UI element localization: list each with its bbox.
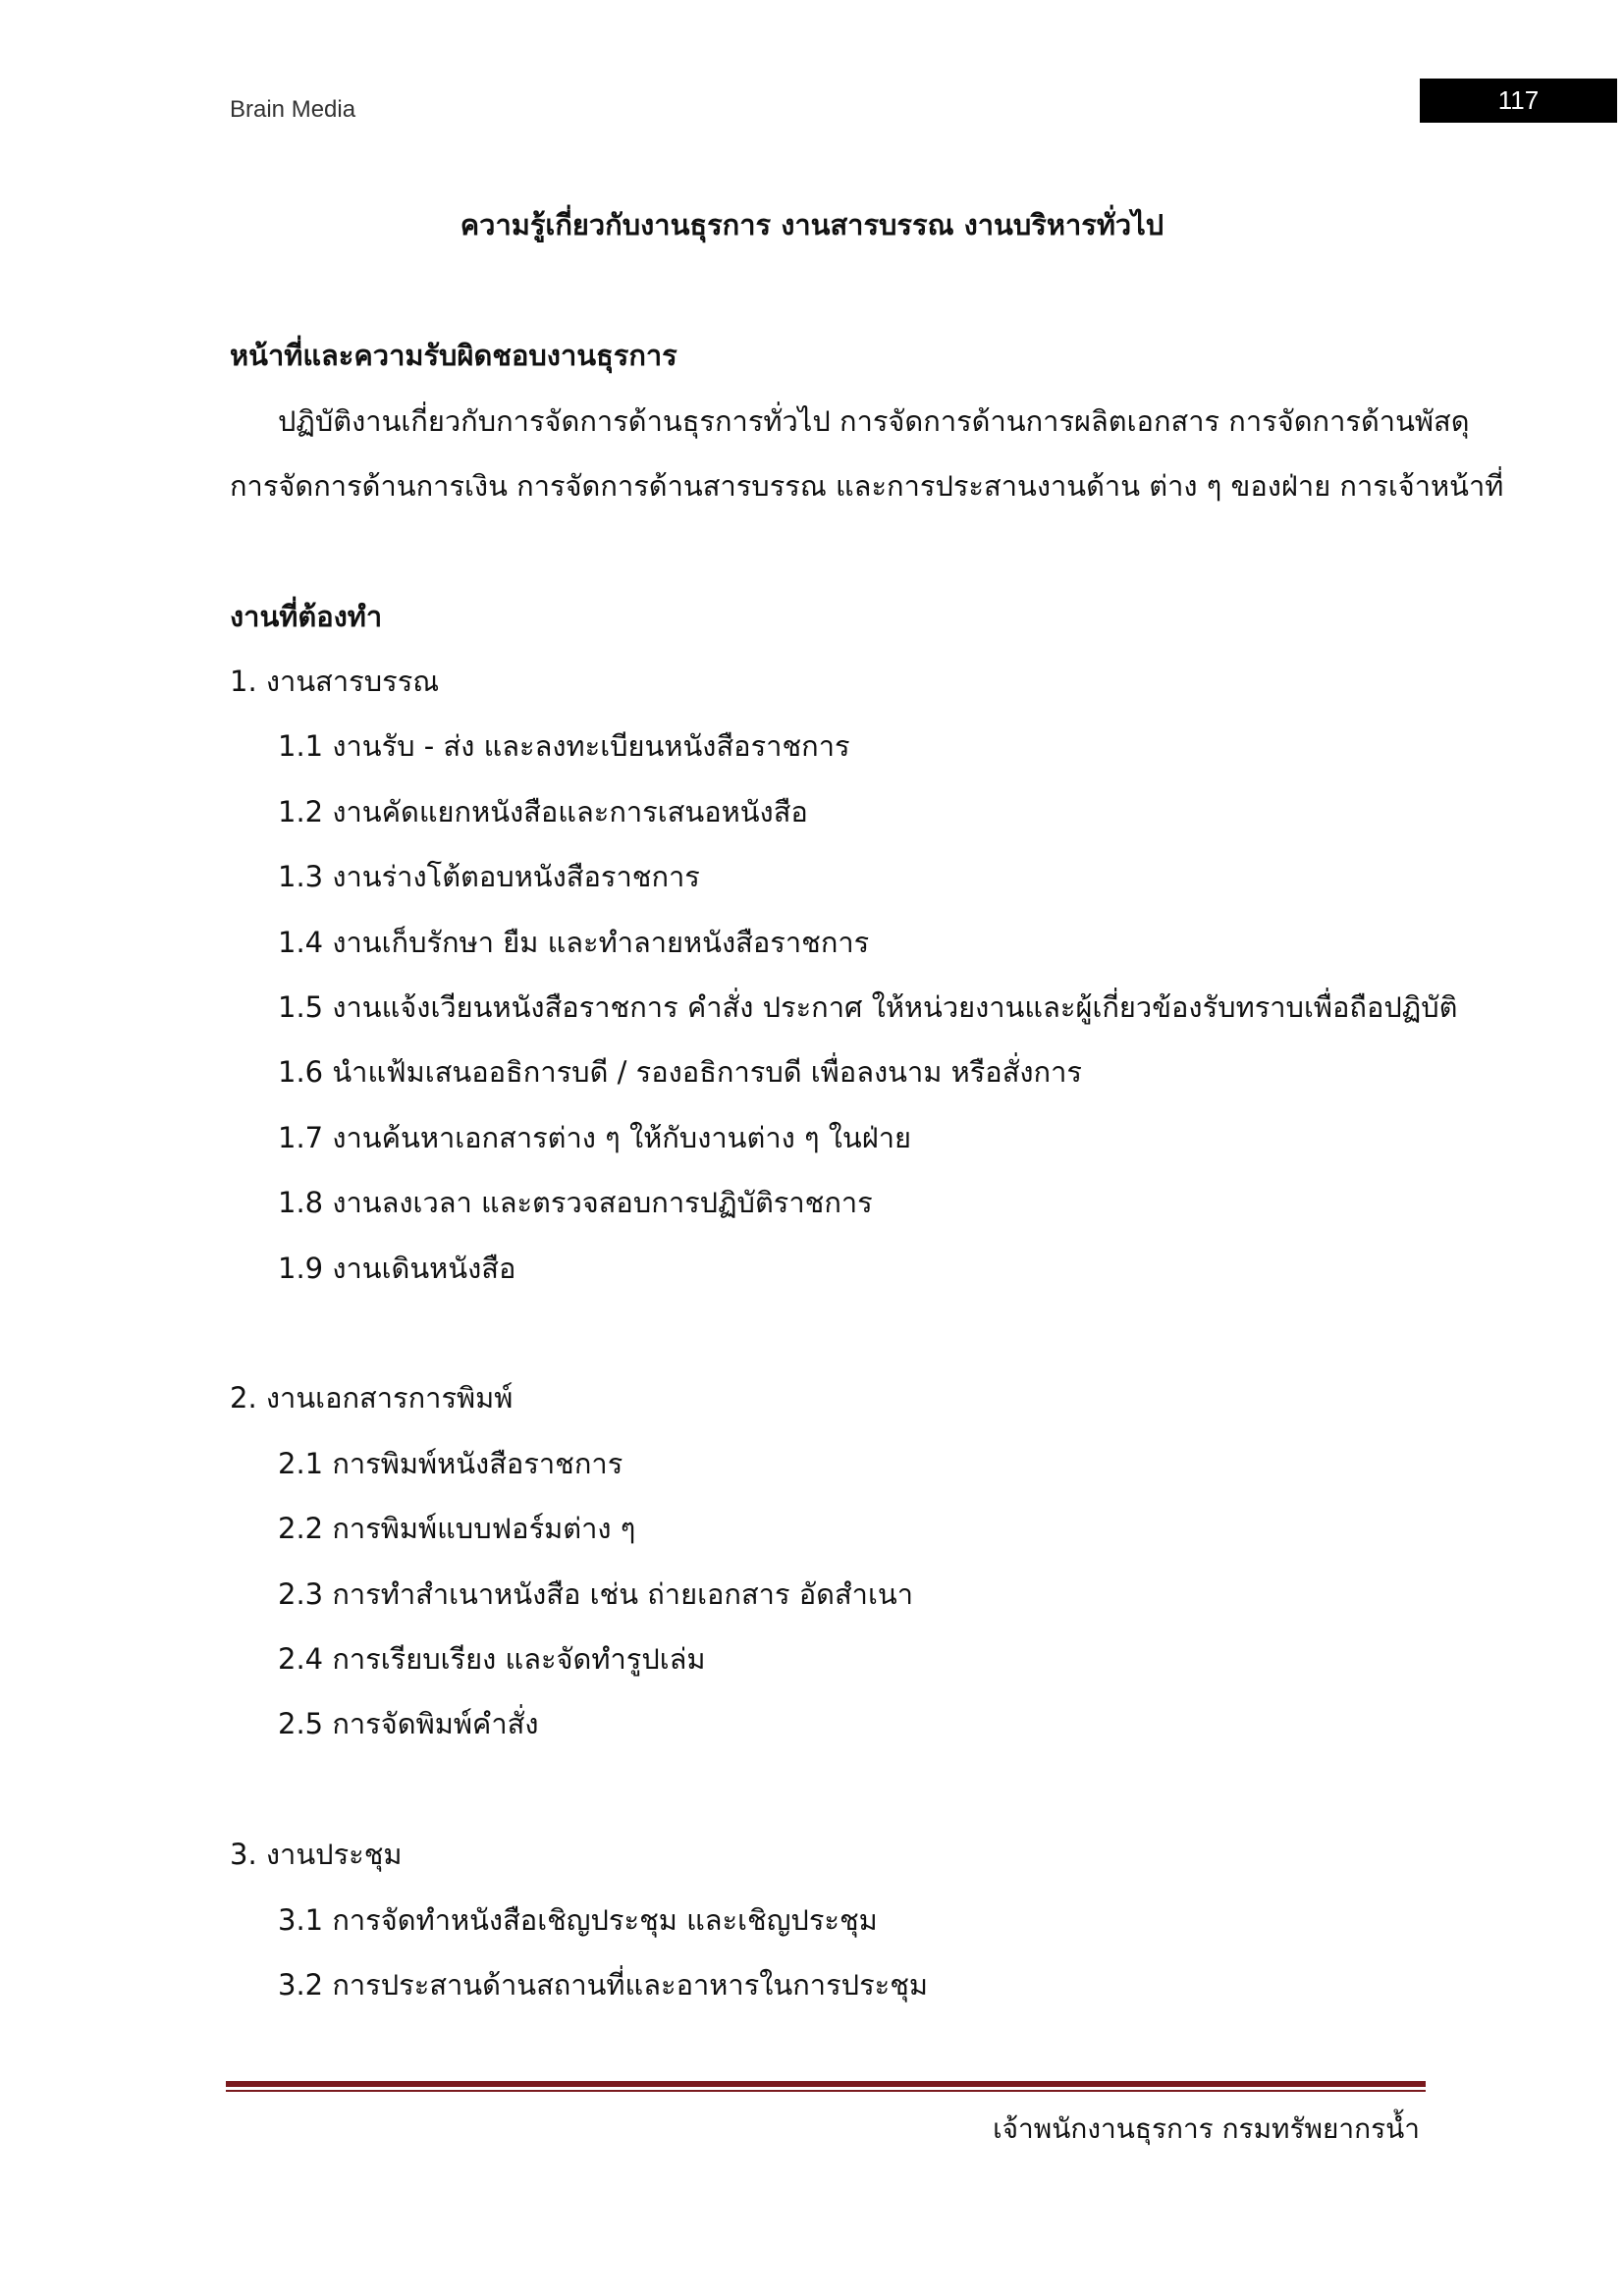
- list-item: 1.7 งานค้นหาเอกสารต่าง ๆ ให้กับงานต่าง ๆ ในฝ่าย: [278, 1121, 912, 1154]
- page-title: ความรู้เกี่ยวกับงานธุรการ งานสารบรรณ งานบริหารทั่วไป: [460, 208, 1164, 241]
- list-item: 2.2 การพิมพ์แบบฟอร์มต่าง ๆ: [278, 1512, 636, 1545]
- list-item: 1.3 งานร่างโต้ตอบหนังสือราชการ: [278, 860, 700, 893]
- list-item: 1.5 งานแจ้งเวียนหนังสือราชการ คำสั่ง ประกาศ ให้หน่วยงานและผู้เกี่ยวข้องรับทราบเพื่อถือปฏิบัติ: [278, 990, 1458, 1024]
- footer-rule-thin: [226, 2090, 1426, 2092]
- list-item: 1.8 งานลงเวลา และตรวจสอบการปฏิบัติราชการ: [278, 1186, 873, 1219]
- list-item: 1.2 งานคัดแยกหนังสือและการเสนอหนังสือ: [278, 795, 808, 828]
- footer-text: เจ้าพนักงานธุรการ กรมทรัพยากรน้ำ: [993, 2112, 1420, 2145]
- list-item: 1.1 งานรับ - ส่ง และลงทะเบียนหนังสือราชการ: [278, 729, 850, 763]
- list-item: 3.2 การประสานด้านสถานที่และอาหารในการประชุม: [278, 1968, 929, 2002]
- list-item: 2.4 การเรียบเรียง และจัดทำรูปเล่ม: [278, 1642, 706, 1676]
- tasks-heading: งานที่ต้องทำ: [230, 600, 383, 633]
- list-item: 2.5 การจัดพิมพ์คำสั่ง: [278, 1707, 539, 1740]
- section-title: 1. งานสารบรรณ: [230, 665, 440, 698]
- footer-rule: [226, 2081, 1426, 2087]
- page-number: 117: [1497, 85, 1540, 115]
- list-item: 1.4 งานเก็บรักษา ยืม และทำลายหนังสือราชการ: [278, 926, 870, 959]
- list-item: 1.6 นำแฟ้มเสนออธิการบดี / รองอธิการบดี เพื่อลงนาม หรือสั่งการ: [278, 1055, 1082, 1089]
- section-title: 2. งานเอกสารการพิมพ์: [230, 1381, 514, 1415]
- list-item: 1.9 งานเดินหนังสือ: [278, 1252, 516, 1285]
- duties-paragraph-line-1: ปฏิบัติงานเกี่ยวกับการจัดการด้านธุรการทั่วไป การจัดการด้านการผลิตเอกสาร การจัดการด้านพัสดุ: [278, 404, 1470, 438]
- page-number-badge: [1420, 79, 1617, 123]
- list-item: 3.1 การจัดทำหนังสือเชิญประชุม และเชิญประชุม: [278, 1903, 878, 1937]
- duties-paragraph-line-2: การจัดการด้านการเงิน การจัดการด้านสารบรรณ และการประสานงานด้าน ต่าง ๆ ของฝ่าย การเจ้าหน้าที่: [230, 469, 1504, 503]
- list-item: 2.1 การพิมพ์หนังสือราชการ: [278, 1447, 623, 1480]
- list-item: 2.3 การทำสำเนาหนังสือ เช่น ถ่ายเอกสาร อัดสำเนา: [278, 1577, 913, 1611]
- brand-name: Brain Media: [230, 96, 356, 123]
- duties-heading: หน้าที่และความรับผิดชอบงานธุรการ: [230, 339, 677, 372]
- section-title: 3. งานประชุม: [230, 1838, 403, 1871]
